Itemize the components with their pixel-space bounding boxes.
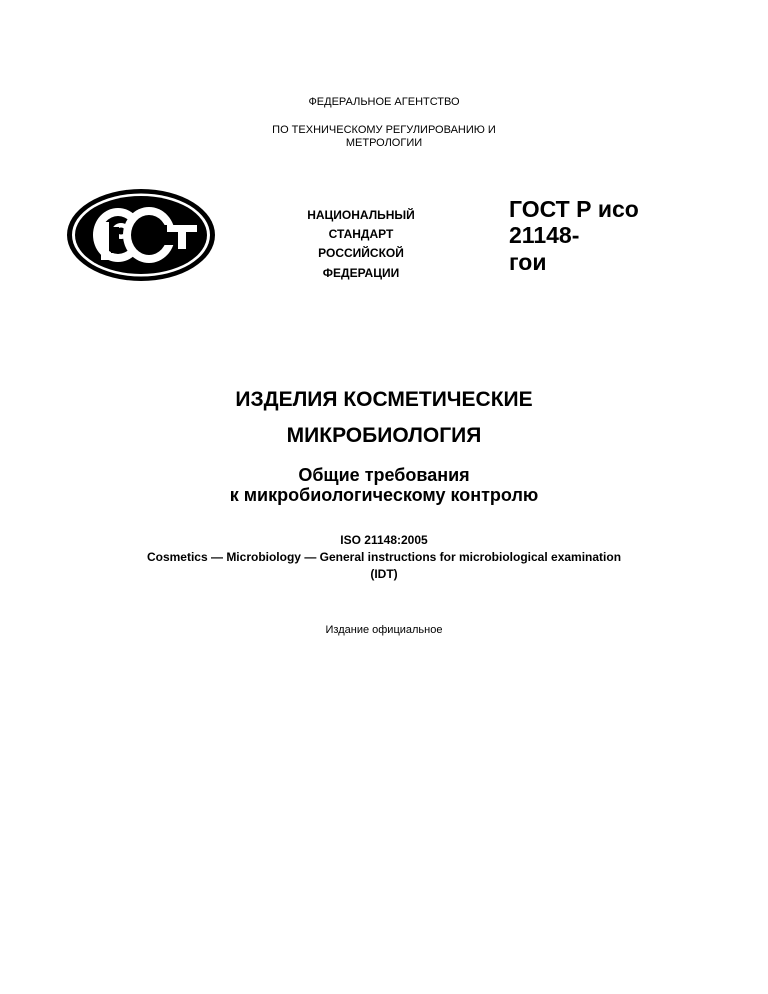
document-subtitle-line-1: Общие требования (298, 465, 470, 485)
standard-designation-line-1: ГОСТ Р исо (509, 196, 639, 222)
document-title-line-2: МИКРОБИОЛОГИЯ (286, 424, 482, 447)
iso-equivalence-degree: (IDT) (370, 567, 398, 581)
iso-english-title: Cosmetics — Microbiology — General instructions for microbiological examination (146, 550, 622, 564)
national-standard-line-2: СТАНДАРТ (328, 227, 394, 241)
national-standard-line-3: РОССИЙСКОЙ (318, 246, 404, 260)
national-standard-line-1: НАЦИОНАЛЬНЫЙ (307, 208, 415, 222)
agency-line-2: ПО ТЕХНИЧЕСКОМУ РЕГУЛИРОВАНИЮ И (272, 124, 496, 136)
gost-r-logo-icon (65, 187, 217, 283)
national-standard-line-4: ФЕДЕРАЦИИ (322, 266, 400, 280)
iso-code: ISO 21148:2005 (340, 533, 428, 547)
standard-designation-line-2: 21148- (509, 222, 580, 248)
agency-line-1: ФЕДЕРАЛЬНОЕ АГЕНТСТВО (308, 96, 460, 108)
document-subtitle-line-2: к микробиологическому контролю (229, 485, 539, 505)
standard-designation-line-3: гои (509, 249, 547, 275)
agency-line-3: МЕТРОЛОГИИ (345, 137, 423, 149)
document-title-line-1: ИЗДЕЛИЯ КОСМЕТИЧЕСКИЕ (235, 388, 533, 411)
edition-note: Издание официальное (325, 624, 443, 636)
